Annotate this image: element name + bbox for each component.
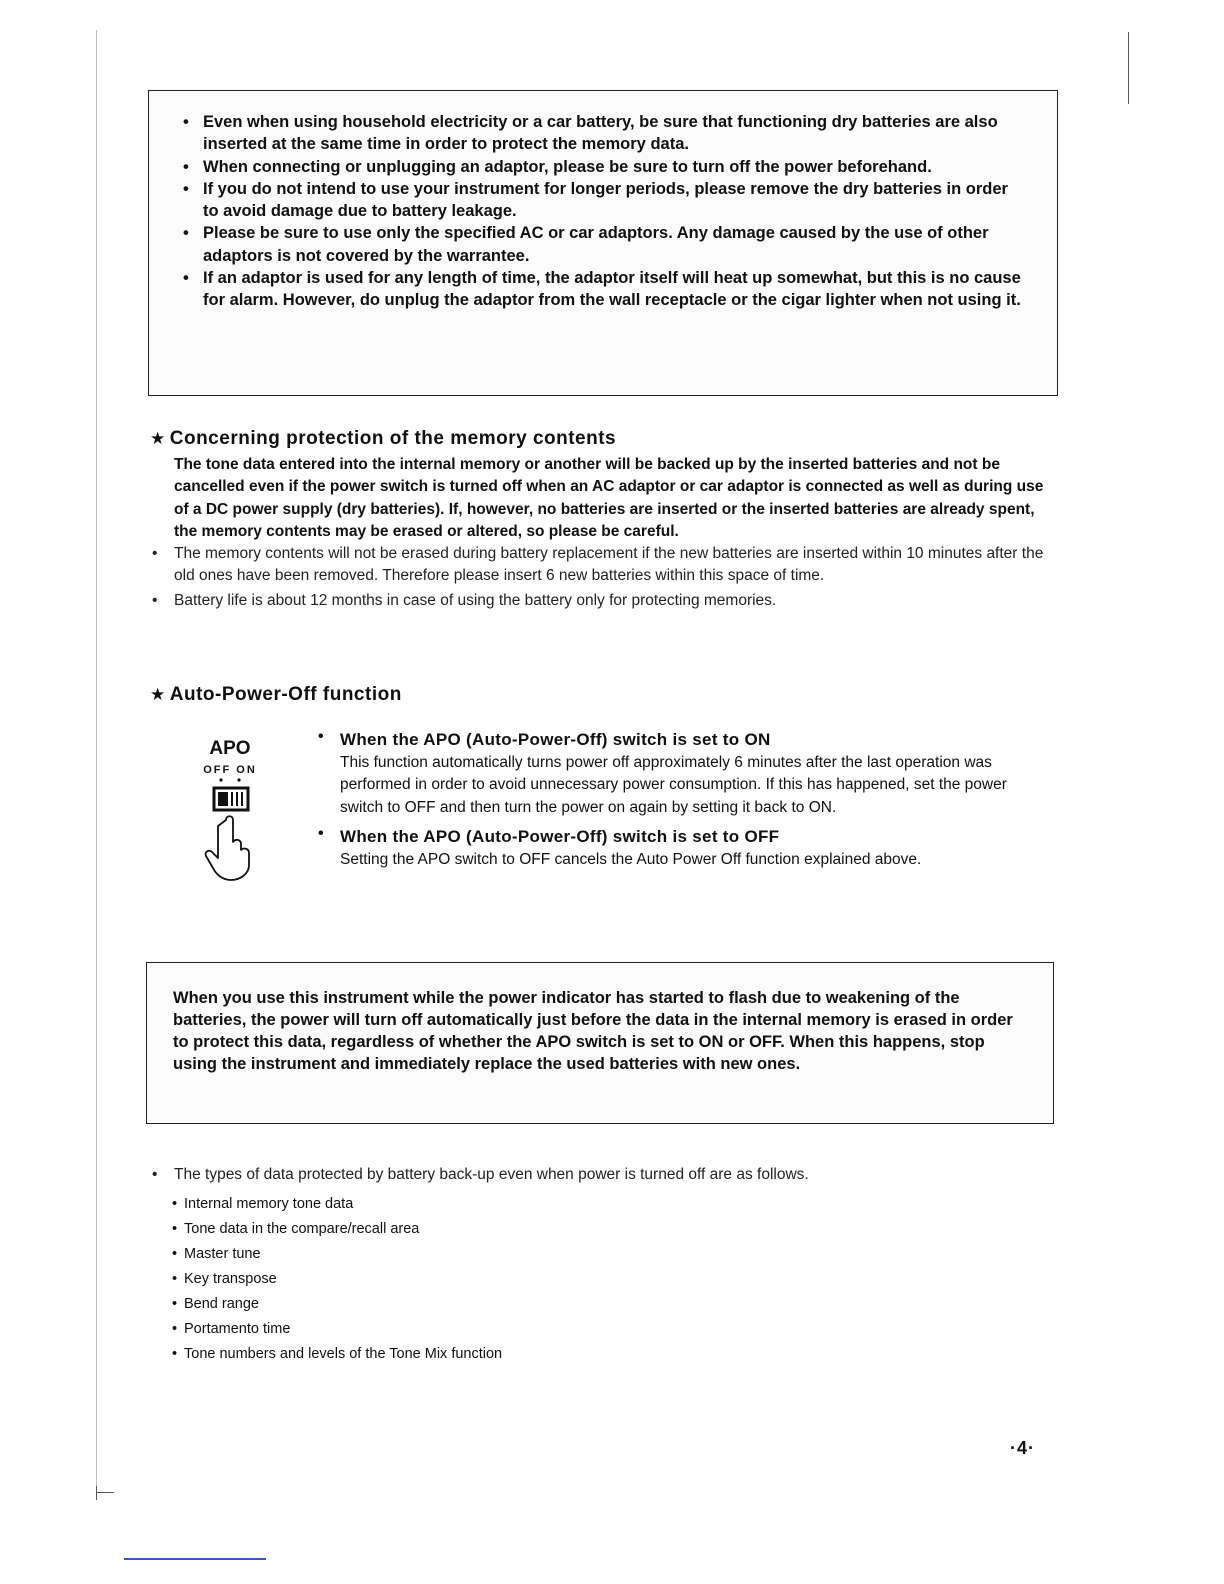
switch-hand-icon: [190, 776, 270, 886]
notice-box: [146, 962, 1054, 1124]
apo-switch-figure: [190, 738, 270, 898]
star-icon: ★: [150, 429, 166, 448]
memory-heading: [150, 428, 1050, 450]
apo-label: APO: [209, 738, 251, 759]
apo-item-body: This function automatically turns power off approximately 6 minutes after the last operation was performed in order to avoid unnecessary power consumption. If this has happened, set the power switch to OFF and then turn the power on again by setting it back to ON.: [340, 754, 1007, 816]
star-icon: ★: [150, 685, 166, 704]
list-item: • Internal memory tone data: [172, 1192, 1050, 1217]
list-item: • Key transpose: [172, 1267, 1050, 1292]
warning-item: • Even when using household electricity or a car battery, be sure that functioning dry batteries are also inserted at the same time in order to protect the memory data.: [179, 111, 1027, 156]
apo-section: [150, 684, 1050, 706]
corner-mark-vertical: [96, 1486, 97, 1500]
scan-right-edge: [1128, 32, 1129, 104]
list-item: • Tone data in the compare/recall area: [172, 1217, 1050, 1242]
corner-mark: [96, 1492, 114, 1493]
apo-item-body: Setting the APO switch to OFF cancels the Auto Power Off function explained above.: [340, 850, 922, 868]
apo-off-label: OFF: [203, 764, 232, 776]
warning-item: • If you do not intend to use your instrument for longer periods, please remove the dry batteries in order to avoid damage due to battery leakage.: [179, 178, 1027, 223]
apo-item: [316, 825, 1046, 871]
memory-section: [150, 428, 1050, 612]
notice-text: When you use this instrument while the power indicator has started to flash due to weakening of the batteries, the power will turn off automatically just before the data in the internal memory is erased in order to protect this data, regardless of whether the APO switch is set to ON or OFF. When this happens, stop using the instrument and immediately replace the used batteries with new ones.: [173, 989, 1013, 1073]
apo-descriptions: [316, 728, 1046, 877]
warning-item: • Please be sure to use only the specified AC or car adaptors. Any damage caused by the use of other adaptors is not covered by the warrantee.: [179, 222, 1027, 267]
scan-left-edge: [96, 30, 97, 1490]
protected-data-intro: • The types of data protected by battery back-up even when power is turned off are as follows.: [174, 1164, 1050, 1186]
memory-note: • Battery life is about 12 months in case of using the battery only for protecting memories.: [174, 590, 1050, 612]
protected-data-list: [150, 1164, 1050, 1367]
memory-heading-text: Concerning protection of the memory contents: [169, 428, 617, 449]
memory-intro: The tone data entered into the internal memory or another will be backed up by the inserted batteries and not be cancelled even if the power switch is turned off when an AC adaptor or car adaptor is connected as well as during use of a DC power supply (dry batteries). If, however, no batteries are inserted or the inserted batteries are already spent, the memory contents may be erased or altered, so please be careful.: [174, 456, 1044, 540]
apo-heading: [150, 684, 1050, 706]
list-item: • Master tune: [172, 1242, 1050, 1267]
list-item: • Portamento time: [172, 1317, 1050, 1342]
list-item: • Tone numbers and levels of the Tone Mix function: [172, 1342, 1050, 1367]
protected-data-items: [172, 1192, 1050, 1367]
apo-switch-labels: [190, 764, 270, 776]
bottom-rule: [124, 1558, 266, 1560]
warning-item: • If an adaptor is used for any length of time, the adaptor itself will heat up somewhat, but this is no cause for alarm. However, do unplug the adaptor from the wall receptacle or the cigar lighter when not using it.: [179, 267, 1027, 312]
warning-box: [148, 90, 1058, 396]
memory-note: • The memory contents will not be erased during battery replacement if the new batteries are inserted within 10 minutes after the old ones have been removed. Therefore please insert 6 new batteries within this space of time.: [174, 543, 1050, 588]
apo-item-title: • When the APO (Auto-Power-Off) switch is set to OFF: [340, 826, 780, 846]
list-item: • Bend range: [172, 1292, 1050, 1317]
apo-item-title: • When the APO (Auto-Power-Off) switch is set to ON: [340, 730, 771, 749]
page-number: ·4·: [1010, 1438, 1035, 1458]
apo-item: [316, 728, 1046, 819]
warning-item: • When connecting or unplugging an adaptor, please be sure to turn off the power beforehand.: [179, 156, 1027, 178]
apo-heading-text: Auto-Power-Off function: [169, 684, 402, 705]
apo-on-label: ON: [236, 764, 257, 776]
